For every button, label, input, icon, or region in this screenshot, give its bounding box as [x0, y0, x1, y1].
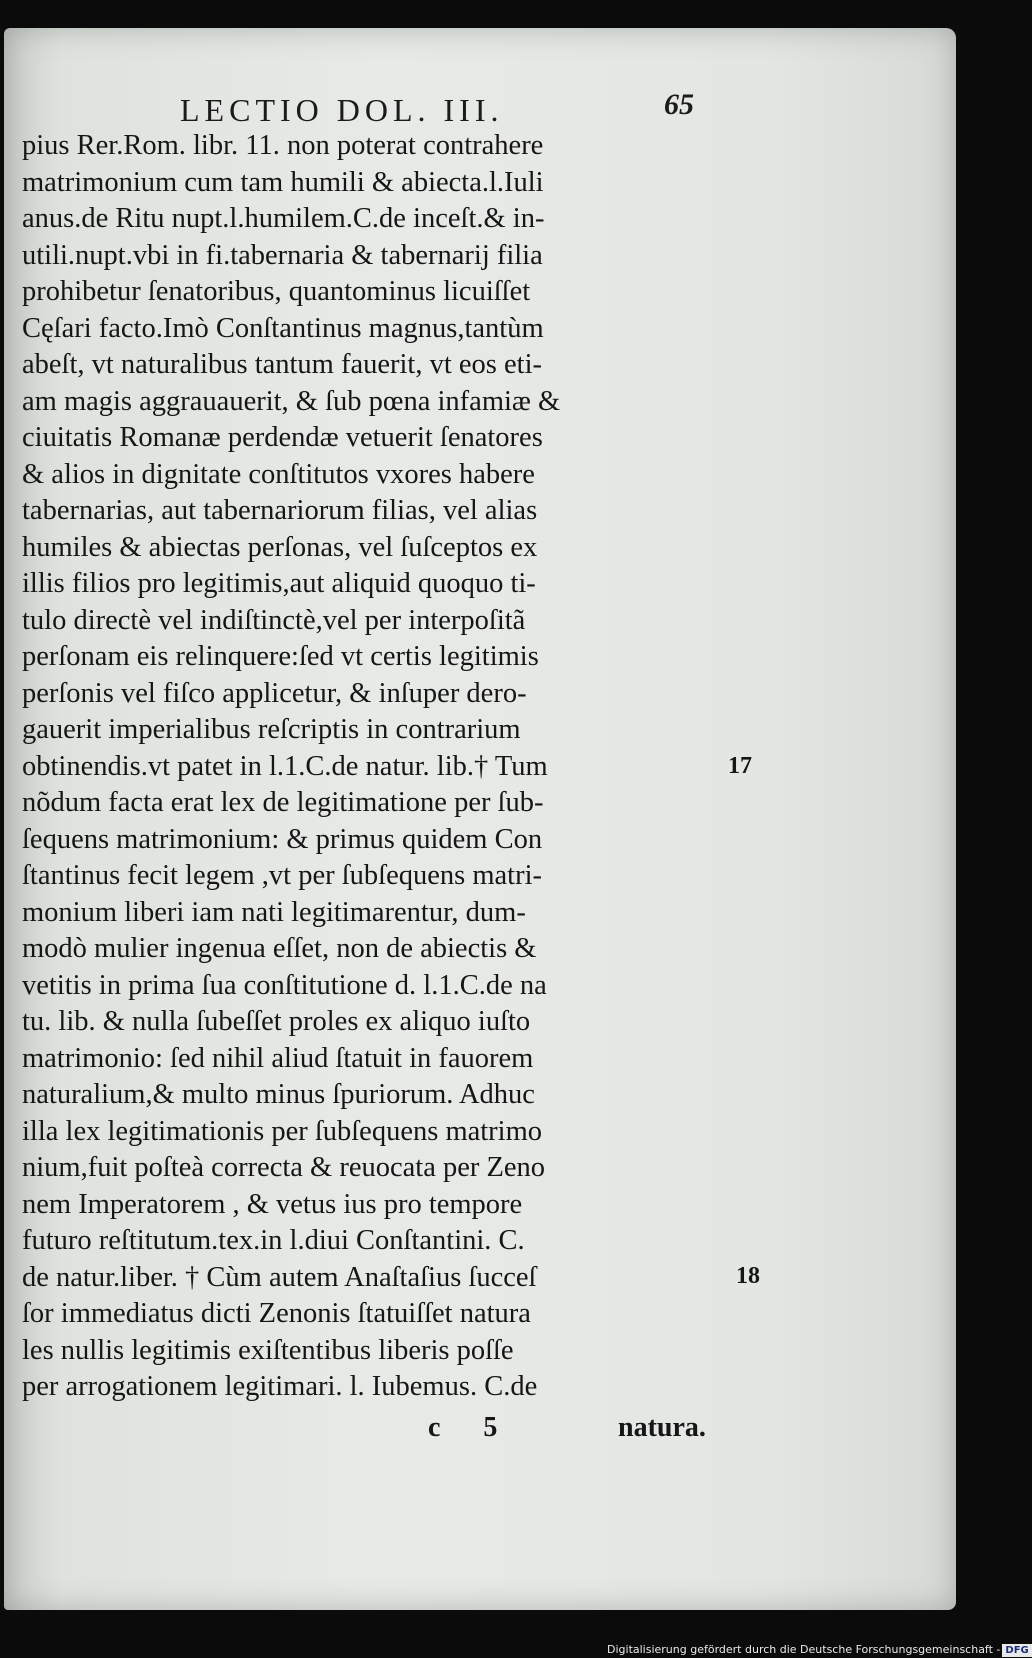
text-line: per arrogationem legitimari. l. Iubemus. C.de [22, 1371, 538, 1402]
text-line: modò mulier ingenua eſſet, non de abiectis & [22, 933, 537, 964]
text-line: monium liberi iam nati legitimarentur, dum- [22, 896, 526, 928]
text-line: de natur.liber. † Cùm autem Anaſtaſius ſucceſ [22, 1261, 537, 1293]
body-text [22, 128, 712, 1406]
text-line: gauerit imperialibus reſcriptis in contrarium [22, 714, 521, 745]
text-line: Cęſari facto.Imò Conſtantinus magnus,tantùm [22, 312, 544, 344]
text-line: matrimonio: ſed nihil aliud ſtatuit in fauorem [22, 1042, 534, 1074]
dfg-logo-icon: DFG [1002, 1644, 1031, 1657]
signature-mark: c 5 [428, 1412, 516, 1443]
text-line: matrimonium cum tam humili & abiecta.l.Iuli [22, 166, 544, 198]
text-line: nium,fuit poſteà correcta & reuocata per Zeno [22, 1152, 546, 1183]
text-line: ciuitatis Romanæ perdendæ vetuerit ſenatores [22, 422, 543, 453]
text-line: & alios in dignitate conſtitutos vxores habere [22, 458, 535, 490]
text-line: les nullis legitimis exiſtentibus liberis poſſe [22, 1334, 514, 1366]
text-line: vetitis in prima ſua conſtitutione d. l.1.C.de na [22, 969, 547, 1001]
text-line: ſtantinus fecit legem ,vt per ſubſequens matri- [22, 860, 542, 891]
text-line: anus.de Ritu nupt.l.humilem.C.de inceſt.& in- [22, 203, 545, 234]
page-number: 65 [664, 88, 694, 121]
digitization-credit [607, 1641, 1029, 1658]
text-line: nem Imperatorem , & vetus ius pro tempore [22, 1188, 523, 1220]
text-line: perſonis vel fiſco applicetur, & inſuper dero- [22, 677, 527, 709]
margin-note-18: 18 [736, 1263, 760, 1289]
text-line: prohibetur ſenatoribus, quantominus licuiſſet [22, 276, 531, 307]
text-line: am magis aggrauauerit, & ſub pœna infamiæ & [22, 385, 561, 417]
margin-note-17: 17 [728, 753, 752, 779]
text-line: ſequens matrimonium: & primus quidem Con [22, 823, 543, 855]
text-line: pius Rer.Rom. libr. 11. non poterat contrahere [22, 130, 544, 161]
text-line: utili.nupt.vbi in fi.tabernaria & tabernarij filia [22, 239, 543, 271]
text-line: obtinendis.vt patet in l.1.C.de natur. lib.† Tum [22, 750, 548, 782]
text-line: abeſt, vt naturalibus tantum fauerit, vt eos eti- [22, 349, 542, 380]
catchword: natura. [618, 1412, 706, 1443]
text-line: perſonam eis relinquere:ſed vt certis legitimis [22, 641, 539, 672]
text-line: naturalium,& multo minus ſpuriorum. Adhuc [22, 1079, 535, 1110]
text-line: tulo directè vel indiſtinctè,vel per interpoſitã [22, 604, 526, 636]
text-line: tu. lib. & nulla ſubeſſet proles ex aliquo iuſto [22, 1006, 531, 1037]
running-header: LECTIO DOL. III. [180, 92, 504, 128]
text-line: ſor immediatus dicti Zenonis ſtatuiſſet natura [22, 1298, 531, 1329]
credit-text: Digitalisierung gefördert durch die Deutsche Forschungsgemeinschaft - [607, 1643, 1001, 1656]
text-line: illis filios pro legitimis,aut aliquid quoquo ti- [22, 568, 536, 599]
text-line: futuro reſtitutum.tex.in l.diui Conſtantini. C. [22, 1225, 525, 1256]
text-line: illa lex legitimationis per ſubſequens matrimo [22, 1115, 543, 1147]
text-line: humiles & abiectas perſonas, vel ſuſceptos ex [22, 531, 538, 563]
text-line: tabernarias, aut tabernariorum filias, vel alias [22, 495, 538, 526]
text-line: nõdum facta erat lex de legitimatione per ſub- [22, 787, 544, 818]
